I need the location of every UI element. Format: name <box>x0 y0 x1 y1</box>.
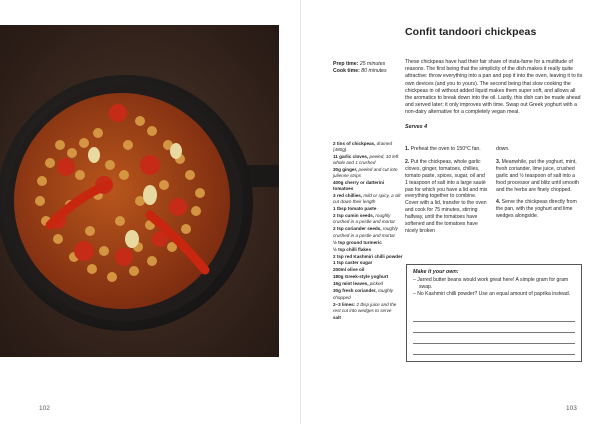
method-step <box>405 159 489 235</box>
ingredient-item <box>333 260 403 266</box>
page-number-right: 103 <box>566 405 577 412</box>
ingredient-item <box>333 226 403 238</box>
note-line <box>413 311 575 322</box>
prep-time: Prep time: 25 minutes <box>333 61 386 67</box>
step-number: 1. <box>405 146 410 152</box>
recipe-intro: These chickpeas have had their fair share of insta-fame for a multitude of reasons. The first being that the simplicity of the dish makes it really quite attractive: throw everything into a pan and pop it into the oven, leaving it to its own devices (and you to yours). The second being that slow cooking the chickpeas in oil without added liquid makes them super soft, and allows all the aromatics to break down into the oil. Lastly, this dish can be made ahead and served later; it only improves with time. Swap out Greek yoghurt with a non-dairy alternative for a completely vegan meal. <box>405 59 583 116</box>
spread-divider <box>300 0 301 424</box>
tip-item: – Jarred butter beans would work great here! A simple gram for gram swap. <box>413 277 569 290</box>
ingredient-item <box>333 141 403 153</box>
ingredient-quantity: 1 tsp caster sugar <box>333 260 373 266</box>
tip-items <box>413 277 575 297</box>
ingredient-item <box>333 288 403 300</box>
method-column-1 <box>405 146 489 241</box>
ingredient-quantity: 400g cherry or datterini tomatoes <box>333 180 385 192</box>
tip-note-lines <box>413 311 575 355</box>
ingredient-item <box>333 274 403 280</box>
ingredient-note: roughly chopped <box>333 288 394 300</box>
ingredient-item <box>333 154 403 166</box>
ingredient-note: mild or spicy, a slit cut down their length <box>333 193 401 205</box>
ingredient-item <box>333 281 403 287</box>
step-text: Serve the chickpeas directly from the pan, with the yoghurt and lime wedges alongside. <box>496 199 577 220</box>
ingredient-quantity: 11 garlic cloves, <box>333 154 369 160</box>
step-number: 3. <box>496 158 501 165</box>
ingredient-quantity: 1 tbsp tomato paste <box>333 206 377 212</box>
tip-box <box>406 264 582 362</box>
ingredient-quantity: 2 tsp coriander seeds, <box>333 226 382 232</box>
ingredient-note: peeled and cut into julienne strips <box>333 167 398 179</box>
ingredient-note: roughly crushed in a pestle and mortar <box>333 226 398 238</box>
recipe-times <box>333 61 387 75</box>
step-number: 4. <box>496 199 501 206</box>
step-number: 2. <box>405 158 410 165</box>
chickpea-pan-illustration <box>0 25 279 357</box>
note-line <box>413 344 575 355</box>
ingredient-quantity: 30g ginger, <box>333 167 358 173</box>
ingredient-quantity: ½ tsp chilli flakes <box>333 246 372 252</box>
ingredient-item <box>333 302 403 314</box>
ingredient-note: roughly crushed in a pestle and mortar <box>333 213 396 225</box>
ingredient-quantity: 2 tsp cumin seeds, <box>333 213 375 219</box>
ingredient-quantity: ½ tsp ground turmeric <box>333 239 382 245</box>
ingredient-quantity: salt <box>333 314 341 320</box>
ingredient-quantity: 200ml olive oil <box>333 267 365 273</box>
ingredient-quantity: 15g mint leaves, <box>333 281 369 287</box>
ingredient-item <box>333 240 403 246</box>
note-line <box>413 333 575 344</box>
cook-time: Cook time: 80 minutes <box>333 68 387 74</box>
ingredient-item <box>333 267 403 273</box>
ingredient-item <box>333 315 403 321</box>
ingredient-quantity: 180g Greek-style yoghurt <box>333 274 389 280</box>
method-column-2 <box>496 146 580 226</box>
ingredient-quantity: 2 tsp red Kashmiri chilli powder <box>333 253 403 259</box>
ingredient-note: picked <box>369 281 384 287</box>
tip-item: – No Kashmiri chilli powder? Use an equal amount of paprika instead. <box>413 290 571 297</box>
recipe-title: Confit tandoori chickpeas <box>405 26 537 38</box>
method-step <box>496 146 580 153</box>
ingredient-quantity: 2 tins of chickpeas, <box>333 141 376 146</box>
ingredient-item <box>333 167 403 179</box>
ingredients-list <box>333 141 403 322</box>
ingredient-item <box>333 206 403 212</box>
ingredient-item <box>333 254 403 260</box>
dish-photo <box>0 25 279 357</box>
ingredient-item <box>333 247 403 253</box>
method-step <box>496 199 580 220</box>
ingredient-note: drained (480g) <box>333 141 392 153</box>
ingredient-quantity: 2–3 limes: <box>333 301 356 307</box>
ingredient-item <box>333 213 403 225</box>
serves: Serves 4 <box>405 124 428 130</box>
step-text: Preheat the oven to 150°C fan. <box>410 146 481 152</box>
method-step <box>496 159 580 194</box>
ingredient-quantity: 3 red chillies, <box>333 193 363 199</box>
ingredient-note: 2 tbsp juice and the rest cut into wedges to serve <box>333 301 397 313</box>
step-text: Put the chickpeas, whole garlic cloves, ginger, tomatoes, chillies, tomato paste, spices, sugar, oil and 1 teaspoon of salt into a large sauté pan for which you have a lid and mix everything together to combine. Cover with a lid, transfer to the oven and cook for 75 minutes, stirring halfway, until the tomatoes have softened and the tomatoes have nicely broken <box>405 158 488 234</box>
note-line <box>413 322 575 333</box>
step-text: Meanwhile, put the yoghurt, mint, fresh coriander, lime juice, crushed garlic and ½ teaspoon of salt into a food processor and blitz until smooth and the herbs are finely chopped. <box>496 158 579 193</box>
page-number-left: 102 <box>39 405 50 412</box>
ingredient-item <box>333 193 403 205</box>
ingredient-note: peeled, 10 left whole and 1 crushed <box>333 154 399 166</box>
ingredient-item <box>333 180 403 192</box>
tip-title: Make it your own: <box>413 269 459 275</box>
method-step <box>405 146 489 153</box>
ingredient-quantity: 30g fresh coriander, <box>333 288 377 294</box>
step-text: down. <box>496 146 510 152</box>
